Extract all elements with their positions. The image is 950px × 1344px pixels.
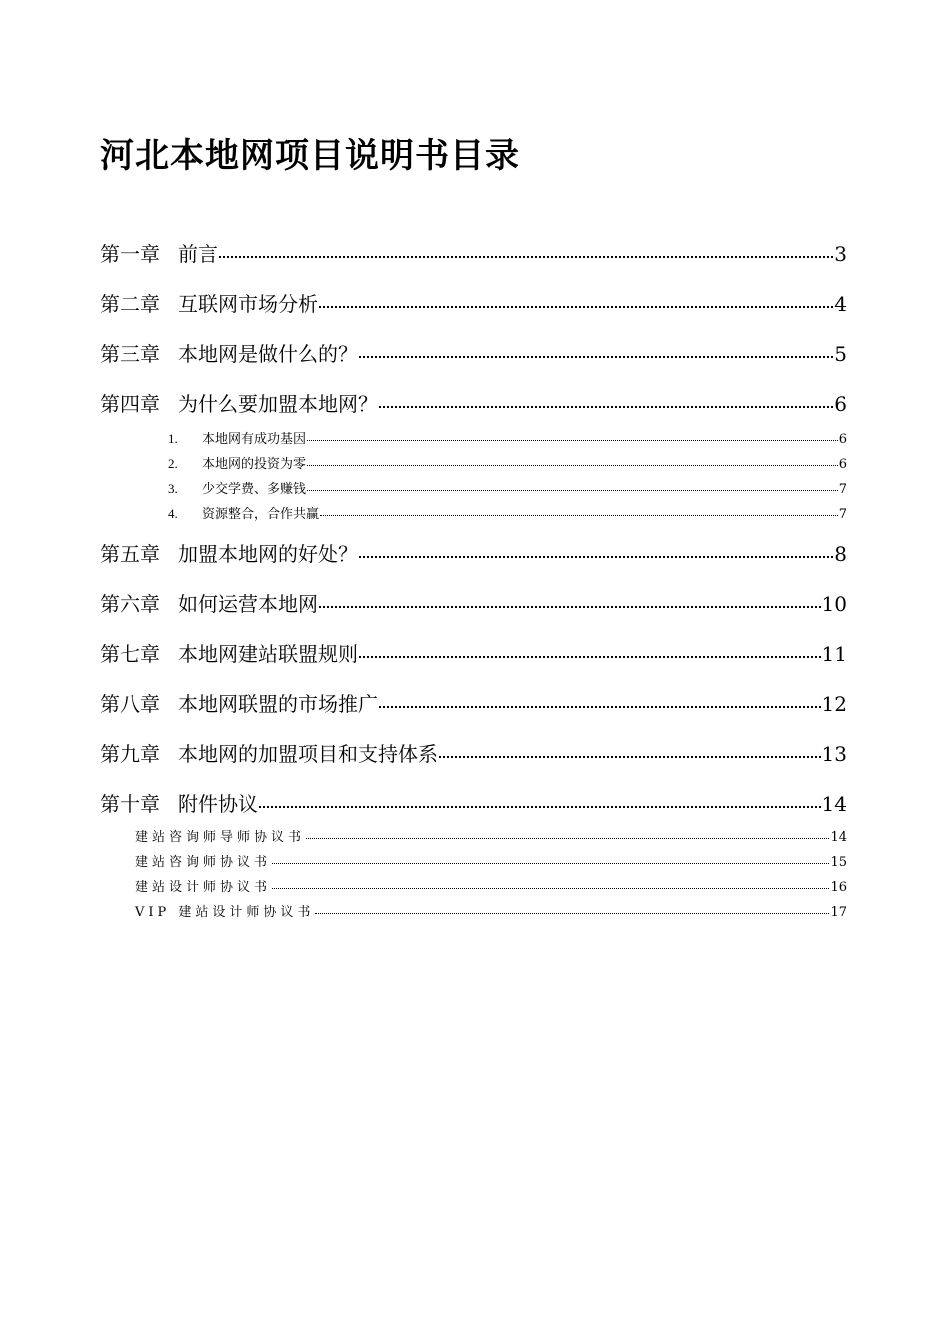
toc-entry-label: 少交学费、多赚钱 [202,482,307,497]
toc-page-number: 8 [834,542,847,566]
toc-dot-leader [359,556,833,558]
toc-entry-label: 本地网联盟的市场推广 [178,692,378,716]
toc-dot-leader [219,256,833,258]
toc-chapter-number: 第七章 [100,642,160,666]
toc-chapter-number: 第四章 [100,392,160,416]
toc-entry-8[interactable] [168,503,847,522]
toc-entry-9[interactable] [100,538,847,567]
toc-entry-label: 本地网有成功基因 [202,432,307,447]
toc-dot-leader [439,756,821,758]
toc-page-number: 6 [838,432,847,447]
toc-dot-leader [259,806,821,808]
toc-entry-18[interactable] [135,901,847,920]
document-title: 河北本地网项目说明书目录 [100,136,520,176]
toc-entry-11[interactable] [100,638,847,667]
toc-chapter-number: 第一章 [100,242,160,266]
toc-dot-leader [306,838,829,839]
toc-entry-15[interactable] [135,826,847,845]
toc-page-number: 6 [838,457,847,472]
toc-dot-leader [315,913,829,914]
toc-dot-leader [359,656,821,658]
toc-page-number: 17 [830,905,847,920]
toc-entry-3[interactable] [100,338,847,367]
toc-entry-4[interactable] [100,388,847,417]
toc-chapter-number: 第五章 [100,542,160,566]
toc-dot-leader [272,863,829,864]
toc-dot-leader [379,406,833,408]
toc-entry-label: 本地网建站联盟规则 [178,642,358,666]
toc-dot-leader [272,888,829,889]
toc-entry-16[interactable] [135,851,847,870]
toc-dot-leader [359,356,833,358]
toc-entry-label: 前言 [178,242,218,266]
toc-entry-label: 附件协议 [178,792,258,816]
toc-dot-leader [307,490,838,491]
toc-dot-leader [307,465,838,466]
toc-page-number: 11 [821,642,847,666]
toc-page-number: 7 [838,482,847,497]
toc-dot-leader [319,606,821,608]
toc-entry-label: 本地网的加盟项目和支持体系 [178,742,438,766]
toc-item-number: 4. [168,506,178,521]
toc-page-number: 16 [830,880,847,895]
toc-entry-label: 如何运营本地网 [178,592,318,616]
toc-page-number: 15 [830,855,847,870]
toc-page-number: 12 [821,692,847,716]
toc-entry-label: VIP 建站设计师协议书 [135,905,315,920]
toc-entry-label: 建站咨询师协议书 [135,855,272,870]
toc-page-number: 13 [821,742,847,766]
toc-dot-leader [320,515,838,516]
toc-entry-5[interactable] [168,428,847,447]
toc-chapter-number: 第十章 [100,792,160,816]
toc-entry-label: 建站设计师协议书 [135,880,272,895]
toc-entry-17[interactable] [135,876,847,895]
toc-page-number: 7 [838,507,847,522]
toc-entry-13[interactable] [100,738,847,767]
toc-page-number: 4 [834,292,847,316]
toc-chapter-number: 第三章 [100,342,160,366]
toc-entry-label: 资源整合，合作共赢 [202,507,320,522]
toc-entry-6[interactable] [168,453,847,472]
toc-page-number: 14 [830,830,847,845]
toc-entry-14[interactable] [100,788,847,817]
toc-entry-10[interactable] [100,588,847,617]
toc-entry-12[interactable] [100,688,847,717]
toc-entry-1[interactable] [100,238,847,267]
toc-entry-label: 加盟本地网的好处？ [178,542,358,566]
toc-chapter-number: 第八章 [100,692,160,716]
toc-entry-label: 建站咨询师导师协议书 [135,830,306,845]
toc-chapter-number: 第九章 [100,742,160,766]
toc-entry-label: 本地网是做什么的？ [178,342,358,366]
toc-entry-label: 本地网的投资为零 [202,457,307,472]
toc-chapter-number: 第六章 [100,592,160,616]
toc-item-number: 3. [168,481,178,496]
toc-entry-7[interactable] [168,478,847,497]
toc-page-number: 5 [834,342,847,366]
toc-dot-leader [379,706,821,708]
toc-page-number: 6 [834,392,847,416]
toc-entry-label: 为什么要加盟本地网？ [178,392,378,416]
toc-entry-2[interactable] [100,288,847,317]
toc-item-number: 2. [168,456,178,471]
toc-dot-leader [319,306,833,308]
toc-chapter-number: 第二章 [100,292,160,316]
toc-page-number: 10 [821,592,847,616]
toc-item-number: 1. [168,431,178,446]
toc-page-number: 14 [821,792,847,816]
toc-page-number: 3 [834,242,847,266]
toc-dot-leader [307,440,838,441]
toc-entry-label: 互联网市场分析 [178,292,318,316]
